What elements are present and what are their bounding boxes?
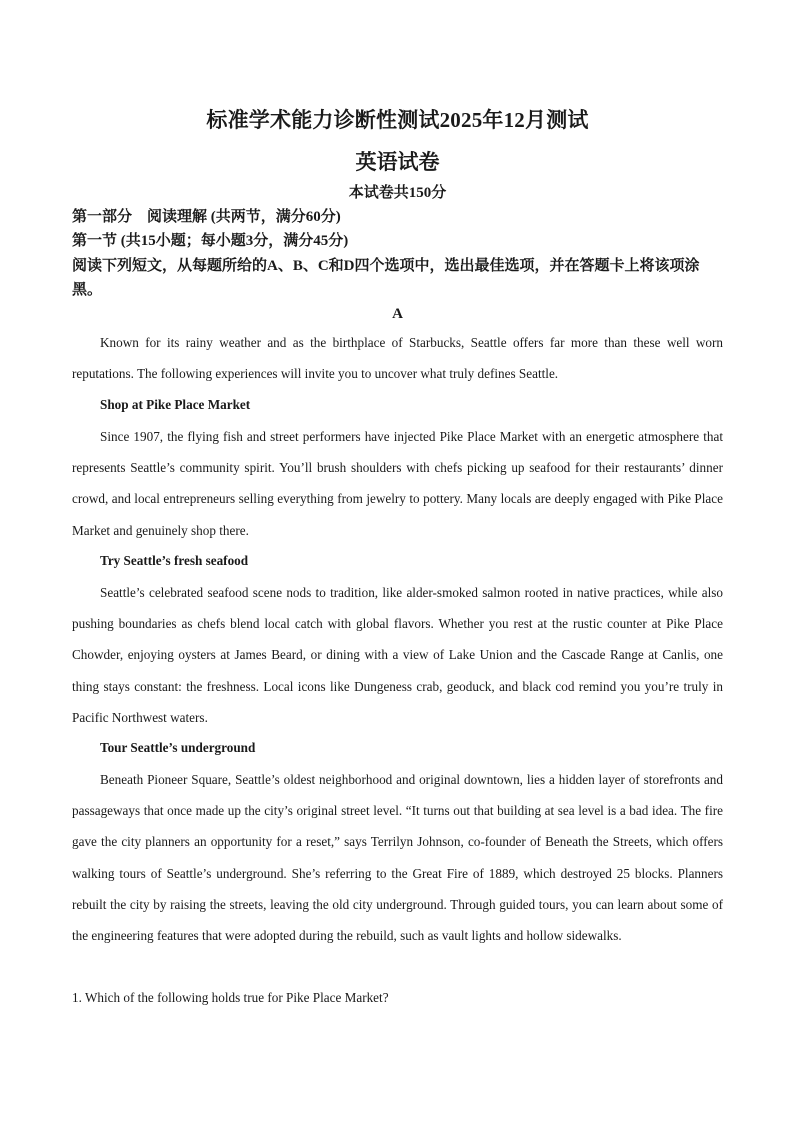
exam-title: 标准学术能力诊断性测试2025年12月测试	[206, 108, 589, 132]
section-paragraph: Since 1907, the flying fish and street performers have injected Pike Place Market with an energetic atmosphere that represents Seattle’s community spirit. You’ll brush shoulders with chefs picking up seafood for their restaurants’ dinner crowd, and local entrepreneurs selling everything from jewelry to pottery. Many locals are deeply engaged with Pike Place Market and genuinely shop there.	[72, 429, 723, 538]
section-paragraph: Seattle’s celebrated seafood scene nods to tradition, like alder-smoked salmon rooted in native practices, while also pushing boundaries as chefs blend local catch with global flavors. Whether you rest at the rustic counter at Pike Place Chowder, enjoying oysters at James Beard, or dining with a view of Lake Union and the Cascade Range at Canlis, one thing stays constant: the freshness. Local icons like Dungeness crab, geoduck, and black cod remind you you’re truly in Pacific Northwest waters.	[72, 585, 723, 725]
section-paragraph: Beneath Pioneer Square, Seattle’s oldest neighborhood and original downtown, lies a hidden layer of storefronts and passageways that once made up the city’s original street level. “It turns out that building at sea level is a bad idea. The fire gave the city planners an opportunity for a reset,” says Terrilyn Johnson, co-founder of Beneath the Streets, which offers walking tours of Seattle’s underground. She’s referring to the Great Fire of 1889, which destroyed 25 blocks. Planners rebuilt the city by raising the streets, leaving the old city underground. Through guided tours, you can learn about some of the engineering features that were adopted during the rebuild, such as vault lights and hollow sidewalks.	[72, 772, 723, 944]
subject-title: 英语试卷	[355, 150, 440, 174]
section-one-heading: 第一节 (共15小题；每小题3分，满分45分)	[72, 233, 349, 249]
section-heading: Try Seattle’s fresh seafood	[100, 553, 249, 568]
directions-text: 阅读下列短文，从每题所给的A、B、C和D四个选项中，选出最佳选项，并在答题卡上将该项涂黑。	[72, 258, 700, 298]
question-item: 1. Which of the following holds true for Pike Place Market?	[72, 990, 389, 1005]
section-heading: Tour Seattle’s underground	[100, 740, 256, 755]
section-heading: Shop at Pike Place Market	[100, 397, 251, 412]
passage-letter: A	[392, 306, 403, 322]
passage-intro: Known for its rainy weather and as the birthplace of Starbucks, Seattle offers far more than these well worn reputations. The following experiences will invite you to uncover what truly defines Seattle.	[72, 335, 723, 382]
total-score: 本试卷共150分	[348, 185, 447, 201]
part-one-heading: 第一部分 阅读理解 (共两节，满分60分)	[72, 209, 341, 225]
